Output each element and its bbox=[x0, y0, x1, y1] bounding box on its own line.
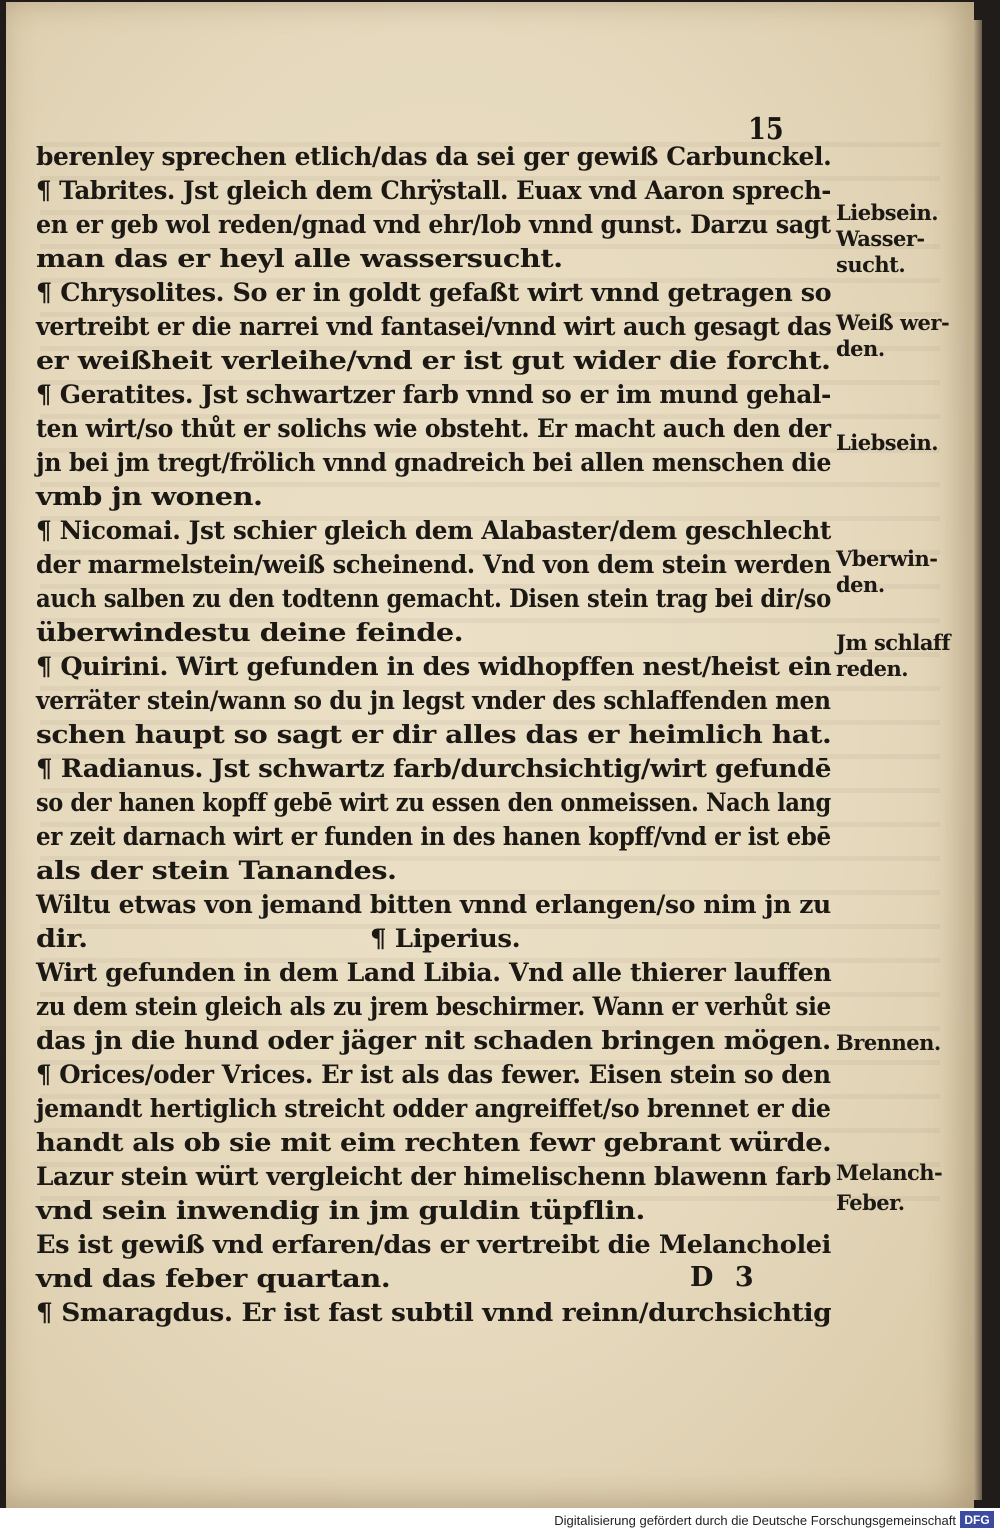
folio-number: 15 bbox=[748, 112, 784, 147]
text-line: en er geb wol reden/gnad vnd ehr/lob vnnd gunst. Darzu sagt bbox=[36, 210, 831, 239]
text-line: überwindestu deine feinde. bbox=[36, 618, 464, 647]
text-line: jemandt hertiglich streicht odder angreiffet/so brennet er die bbox=[36, 1094, 831, 1123]
text-line: berenley sprechen etlich/das da sei ger gewiß Carbunckel. bbox=[36, 142, 832, 171]
text-line: verräter stein/wann so du jn legst vnder des schlaffenden men bbox=[36, 686, 831, 715]
text-line: als der stein Tanandes. bbox=[36, 856, 397, 885]
text-line: ¶ Geratites. Jst schwartzer farb vnnd so er im mund gehal- bbox=[36, 380, 831, 409]
text-line: man das er heyl alle wassersucht. bbox=[36, 244, 563, 273]
text-line: jn bei jm tregt/frölich vnnd gnadreich bei allen menschen die bbox=[36, 448, 832, 477]
text-line: handt als ob sie mit eim rechten fewr gebrant würde. bbox=[36, 1128, 832, 1157]
dfg-logo-text: DFG bbox=[964, 1512, 990, 1527]
text-line: vertreibt er die narrei vnd fantasei/vnnd wirt auch gesagt das bbox=[36, 312, 832, 341]
signature-mark: D 3 bbox=[690, 1262, 760, 1293]
margin-note: den. bbox=[836, 572, 885, 597]
margin-note: Liebsein. bbox=[836, 430, 939, 455]
text-line: Lazur stein würt vergleicht der himelischenn blawenn farb bbox=[36, 1162, 831, 1191]
text-line: ten wirt/so thůt er solichs wie obsteht. Er macht auch den der bbox=[36, 414, 831, 443]
margin-note: Weiß wer- bbox=[836, 310, 950, 335]
text-line: ¶ Chrysolites. So er in goldt gefaßt wirt vnnd getragen so bbox=[36, 278, 832, 307]
margin-note: Feber. bbox=[836, 1190, 905, 1215]
text-line: vmb jn wonen. bbox=[36, 482, 263, 511]
margin-note: den. bbox=[836, 336, 885, 361]
margin-note: sucht. bbox=[836, 252, 906, 277]
text-line: ¶ Radianus. Jst schwartz farb/durchsichtig/wirt gefundē bbox=[36, 754, 832, 783]
margin-note: Jm schlaff bbox=[836, 630, 950, 655]
margin-note: Wasser- bbox=[836, 226, 925, 251]
page-edge bbox=[974, 20, 982, 1500]
margin-note: Brennen. bbox=[836, 1030, 941, 1055]
text-line: ¶ Quirini. Wirt gefunden in des widhopffen nest/heist ein bbox=[36, 652, 832, 681]
text-line: Wirt gefunden in dem Land Libia. Vnd alle thierer lauffen bbox=[36, 958, 832, 987]
section-heading-liperius: ¶ Liperius. bbox=[370, 924, 521, 953]
text-line: dir. bbox=[36, 924, 88, 953]
text-line: vnd das feber quartan. bbox=[36, 1264, 391, 1293]
text-line: ¶ Tabrites. Jst gleich dem Chrÿstall. Euax vnd Aaron sprech- bbox=[36, 176, 831, 205]
margin-note: Melanch- bbox=[836, 1160, 943, 1185]
margin-note: Liebsein. bbox=[836, 200, 939, 225]
text-line: das jn die hund oder jäger nit schaden bringen mögen. bbox=[36, 1026, 831, 1055]
text-line: zu dem stein gleich als zu jrem beschirmer. Wann er verhůt sie bbox=[36, 992, 831, 1021]
text-line: so der hanen kopff gebē wirt zu essen den onmeissen. Nach lang bbox=[36, 788, 831, 817]
margin-note: Vberwin- bbox=[836, 546, 938, 571]
footer-credit: Digitalisierung gefördert durch die Deutsche Forschungsgemeinschaft bbox=[554, 1513, 956, 1528]
text-line: Es ist gewiß vnd erfaren/das er vertreibt die Melancholei bbox=[36, 1230, 831, 1259]
text-line: der marmelstein/weiß scheinend. Vnd von dem stein werden bbox=[36, 550, 831, 579]
text-line: ¶ Nicomai. Jst schier gleich dem Alabaster/dem geschlecht bbox=[36, 516, 831, 545]
dfg-logo-icon bbox=[960, 1511, 994, 1528]
text-line: schen haupt so sagt er dir alles das er heimlich hat. bbox=[36, 720, 832, 749]
text-line: Wiltu etwas von jemand bitten vnnd erlangen/so nim jn zu bbox=[36, 890, 831, 919]
text-line: auch salben zu den todtenn gemacht. Disen stein trag bei dir/so bbox=[36, 584, 831, 613]
text-line: er zeit darnach wirt er funden in des hanen kopff/vnd er ist ebē bbox=[36, 822, 831, 851]
text-line: ¶ Orices/oder Vrices. Er ist als das fewer. Eisen stein so den bbox=[36, 1060, 831, 1089]
text-line: ¶ Smaragdus. Er ist fast subtil vnnd reinn/durchsichtig bbox=[36, 1298, 832, 1327]
margin-note: reden. bbox=[836, 656, 909, 681]
text-line: vnd sein inwendig in jm guldin tüpflin. bbox=[36, 1196, 645, 1225]
text-line: er weißheit verleihe/vnd er ist gut wider die forcht. bbox=[36, 346, 831, 375]
